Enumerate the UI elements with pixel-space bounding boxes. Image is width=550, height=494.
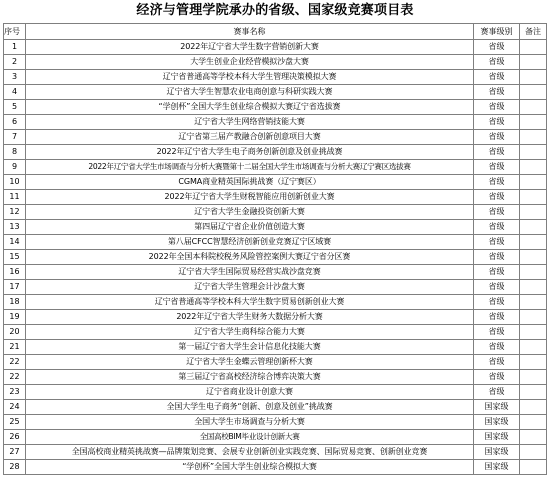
row-note <box>520 70 547 85</box>
row-competition-name: 辽宁省大学生国际贸易经营实战沙盘竞赛 <box>26 265 474 280</box>
row-no: 3 <box>4 70 26 85</box>
row-competition-name: “学创杯”全国大学生创业综合模拟大赛辽宁省选拔赛 <box>26 100 474 115</box>
row-level: 国家级 <box>474 430 520 445</box>
table-row <box>4 280 547 295</box>
row-note <box>520 310 547 325</box>
table-row <box>4 400 547 415</box>
table-row <box>4 55 547 70</box>
row-no: 11 <box>4 190 26 205</box>
row-level: 省级 <box>474 265 520 280</box>
table-row <box>4 370 547 385</box>
row-competition-name: 辽宁省大学生金蝶云管理创新杯大赛 <box>26 355 474 370</box>
row-level: 省级 <box>474 205 520 220</box>
row-level: 省级 <box>474 385 520 400</box>
row-no: 6 <box>4 115 26 130</box>
table-body <box>4 40 547 475</box>
row-level: 省级 <box>474 190 520 205</box>
table-row <box>4 235 547 250</box>
row-competition-name: 2022年辽宁省大学生财务大数据分析大赛 <box>26 310 474 325</box>
row-no: 28 <box>4 460 26 475</box>
row-competition-name: 辽宁省第三届产教融合创新创意项目大赛 <box>26 130 474 145</box>
row-level: 国家级 <box>474 400 520 415</box>
row-competition-name: 第四届辽宁省企业价值创造大赛 <box>26 220 474 235</box>
row-note <box>520 220 547 235</box>
row-competition-name: 大学生创业企业经营模拟沙盘大赛 <box>26 55 474 70</box>
row-note <box>520 55 547 70</box>
row-note <box>520 265 547 280</box>
row-no: 27 <box>4 445 26 460</box>
row-no: 10 <box>4 175 26 190</box>
row-level: 省级 <box>474 355 520 370</box>
row-level: 省级 <box>474 160 520 175</box>
table-row <box>4 325 547 340</box>
row-note <box>520 40 547 55</box>
header-no: 序号 <box>4 24 26 40</box>
row-note <box>520 415 547 430</box>
row-no: 9 <box>4 160 26 175</box>
row-level: 国家级 <box>474 445 520 460</box>
row-note <box>520 460 547 475</box>
row-no: 23 <box>4 385 26 400</box>
table-row <box>4 445 547 460</box>
row-level: 省级 <box>474 40 520 55</box>
table-row <box>4 415 547 430</box>
table-row <box>4 145 547 160</box>
table-row <box>4 355 547 370</box>
row-no: 2 <box>4 55 26 70</box>
row-level: 省级 <box>474 325 520 340</box>
row-note <box>520 115 547 130</box>
table-header-row <box>4 24 547 40</box>
table-row <box>4 430 547 445</box>
row-level: 省级 <box>474 250 520 265</box>
table-row <box>4 70 547 85</box>
row-note <box>520 160 547 175</box>
document-title: 经济与管理学院承办的省级、国家级竞赛项目表 <box>136 3 414 18</box>
table-row <box>4 250 547 265</box>
row-no: 24 <box>4 400 26 415</box>
row-level: 省级 <box>474 295 520 310</box>
row-level: 省级 <box>474 220 520 235</box>
row-competition-name: 全国大学生电子商务“创新、创意及创业”挑战赛 <box>26 400 474 415</box>
row-competition-name: 第三届辽宁省高校经济综合博弈决策大赛 <box>26 370 474 385</box>
table-row <box>4 340 547 355</box>
row-note <box>520 385 547 400</box>
table-row <box>4 385 547 400</box>
row-no: 19 <box>4 310 26 325</box>
row-competition-name: 全国高校BIM毕业设计创新大赛 <box>26 430 474 445</box>
row-competition-name: 2022年辽宁省大学生财税智能应用创新创业大赛 <box>26 190 474 205</box>
row-note <box>520 400 547 415</box>
row-level: 省级 <box>474 130 520 145</box>
table-row <box>4 460 547 475</box>
row-level: 省级 <box>474 100 520 115</box>
table-row <box>4 190 547 205</box>
row-note <box>520 235 547 250</box>
row-no: 26 <box>4 430 26 445</box>
row-competition-name: 全国高校商业精英挑战赛—品牌策划竞赛、会展专业创新创业实践竞赛、国际贸易竞赛、创新创业竞赛 <box>26 445 474 460</box>
row-no: 22 <box>4 355 26 370</box>
row-note <box>520 355 547 370</box>
row-no: 13 <box>4 220 26 235</box>
row-note <box>520 445 547 460</box>
table-row <box>4 220 547 235</box>
table-row <box>4 310 547 325</box>
table-row <box>4 205 547 220</box>
row-no: 20 <box>4 325 26 340</box>
row-competition-name: 辽宁省普通高等学校本科大学生管理决策模拟大赛 <box>26 70 474 85</box>
row-competition-name: 辽宁省大学生网络营销技能大赛 <box>26 115 474 130</box>
table-row <box>4 265 547 280</box>
row-competition-name: 辽宁省大学生智慧农业电商创意与科研实践大赛 <box>26 85 474 100</box>
row-note <box>520 250 547 265</box>
row-note <box>520 205 547 220</box>
row-competition-name: 辽宁省商业设计创意大赛 <box>26 385 474 400</box>
table-row <box>4 175 547 190</box>
row-no: 8 <box>4 145 26 160</box>
row-competition-name: 2022年辽宁省大学生数字营销创新大赛 <box>26 40 474 55</box>
row-no: 12 <box>4 205 26 220</box>
row-level: 省级 <box>474 340 520 355</box>
row-note <box>520 175 547 190</box>
header-note: 备注 <box>520 24 547 40</box>
row-competition-name: 2022年辽宁省大学生电子商务创新创意及创业挑战赛 <box>26 145 474 160</box>
row-no: 18 <box>4 295 26 310</box>
row-competition-name: 辽宁省大学生金融投资创新大赛 <box>26 205 474 220</box>
row-no: 1 <box>4 40 26 55</box>
row-level: 省级 <box>474 370 520 385</box>
row-note <box>520 295 547 310</box>
row-note <box>520 280 547 295</box>
table-row <box>4 100 547 115</box>
table-row <box>4 295 547 310</box>
row-competition-name: 2022年辽宁省大学生市场调查与分析大赛暨第十二届全国大学生市场调查与分析大赛辽宁赛区选拔赛 <box>26 160 474 175</box>
competition-table <box>3 23 547 475</box>
row-level: 省级 <box>474 115 520 130</box>
row-no: 15 <box>4 250 26 265</box>
table-row <box>4 115 547 130</box>
row-note <box>520 130 547 145</box>
row-competition-name: 辽宁省大学生商科综合能力大赛 <box>26 325 474 340</box>
row-level: 省级 <box>474 85 520 100</box>
row-level: 省级 <box>474 310 520 325</box>
row-level: 省级 <box>474 175 520 190</box>
table-row <box>4 40 547 55</box>
row-note <box>520 325 547 340</box>
row-note <box>520 370 547 385</box>
row-level: 省级 <box>474 280 520 295</box>
row-no: 17 <box>4 280 26 295</box>
row-competition-name: “学创杯”全国大学生创业综合模拟大赛 <box>26 460 474 475</box>
row-no: 14 <box>4 235 26 250</box>
table-row <box>4 85 547 100</box>
row-no: 4 <box>4 85 26 100</box>
row-level: 省级 <box>474 70 520 85</box>
row-note <box>520 100 547 115</box>
row-no: 25 <box>4 415 26 430</box>
row-note <box>520 85 547 100</box>
row-competition-name: 第八届CFCC智慧经济创新创业竞赛辽宁区域赛 <box>26 235 474 250</box>
row-no: 22 <box>4 370 26 385</box>
row-no: 16 <box>4 265 26 280</box>
row-level: 国家级 <box>474 415 520 430</box>
header-level: 赛事级别 <box>474 24 520 40</box>
row-competition-name: 2022年全国本科院校税务风险管控案例大赛辽宁省分区赛 <box>26 250 474 265</box>
row-level: 国家级 <box>474 460 520 475</box>
table-row <box>4 160 547 175</box>
row-level: 省级 <box>474 235 520 250</box>
row-competition-name: 第一届辽宁省大学生会计信息化技能大赛 <box>26 340 474 355</box>
row-competition-name: 全国大学生市场调查与分析大赛 <box>26 415 474 430</box>
row-note <box>520 190 547 205</box>
table-row <box>4 130 547 145</box>
row-competition-name: 辽宁省普通高等学校本科大学生数字贸易创新创业大赛 <box>26 295 474 310</box>
row-no: 7 <box>4 130 26 145</box>
row-level: 省级 <box>474 145 520 160</box>
row-competition-name: 辽宁省大学生管理会计沙盘大赛 <box>26 280 474 295</box>
row-level: 省级 <box>474 55 520 70</box>
row-note <box>520 340 547 355</box>
row-note <box>520 145 547 160</box>
header-name: 赛事名称 <box>26 24 474 40</box>
row-competition-name: CGMA商业精英国际挑战赛（辽宁赛区） <box>26 175 474 190</box>
row-note <box>520 430 547 445</box>
row-no: 5 <box>4 100 26 115</box>
row-no: 21 <box>4 340 26 355</box>
